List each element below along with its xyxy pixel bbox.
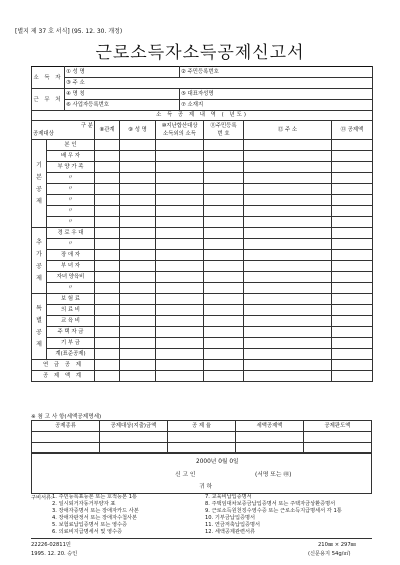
- deduction-table: [31, 110, 373, 382]
- table-cell[interactable]: [95, 349, 120, 360]
- table-cell[interactable]: [332, 228, 373, 239]
- table-cell[interactable]: [244, 239, 332, 250]
- basic-row-label: 부 양 가 족: [47, 162, 95, 173]
- income-header-line1: ⑩지난합산대상: [161, 123, 198, 129]
- table-cell[interactable]: [244, 195, 332, 206]
- table-cell[interactable]: [120, 371, 156, 382]
- table-cell[interactable]: [332, 162, 373, 173]
- table-row[interactable]: [32, 140, 373, 151]
- additional-row-label: 경 로 우 대: [47, 228, 95, 239]
- table-cell[interactable]: [95, 272, 120, 283]
- table-cell[interactable]: [120, 162, 156, 173]
- table-cell[interactable]: [95, 140, 120, 151]
- additional-row-label: 부 녀 자: [47, 261, 95, 272]
- table-cell[interactable]: [156, 151, 204, 162]
- table-cell[interactable]: [332, 217, 373, 228]
- table-cell[interactable]: [32, 432, 100, 443]
- table-cell[interactable]: [120, 272, 156, 283]
- page-title: 근로소득자소득공제신고서: [95, 43, 305, 63]
- table-cell[interactable]: [332, 184, 373, 195]
- table-cell[interactable]: [156, 272, 204, 283]
- table-cell[interactable]: [95, 360, 120, 371]
- table-cell[interactable]: [204, 316, 244, 327]
- table-cell[interactable]: [95, 184, 120, 195]
- table-row[interactable]: [32, 327, 373, 338]
- table-cell[interactable]: [244, 184, 332, 195]
- document-item: 2. 일시퇴거자동거부양자 표: [52, 501, 116, 507]
- additional-side-label: 추 가 공 제: [32, 228, 47, 294]
- table-cell[interactable]: [244, 371, 332, 382]
- table-cell[interactable]: [244, 316, 332, 327]
- table-cell[interactable]: [95, 151, 120, 162]
- footer-size: 210㎜ × 297㎜: [318, 542, 356, 548]
- table-cell[interactable]: [120, 316, 156, 327]
- document-item: 5. 보험료납입증명서 또는 영수증: [52, 522, 128, 528]
- table-cell[interactable]: [332, 338, 373, 349]
- table-cell[interactable]: [95, 283, 120, 294]
- income-header-line2: 소득외의 소득: [163, 131, 196, 137]
- resident-header-line2: 번 호: [217, 131, 230, 137]
- table-cell[interactable]: [156, 294, 204, 305]
- documents-right-list: [205, 494, 342, 536]
- table-cell[interactable]: [95, 338, 120, 349]
- amount-header: ⑬ 공제액: [332, 121, 373, 140]
- table-cell[interactable]: [156, 184, 204, 195]
- footer-approved: 1995. 12. 20. 승인: [31, 551, 78, 557]
- table-cell[interactable]: [156, 162, 204, 173]
- table-cell[interactable]: [332, 349, 373, 360]
- table-row[interactable]: [32, 272, 373, 283]
- document-item: 10. 기부금납입증명서: [205, 515, 255, 521]
- table-row[interactable]: [32, 151, 373, 162]
- table-row[interactable]: [32, 349, 373, 360]
- table-row[interactable]: [32, 338, 373, 349]
- table-row[interactable]: [32, 316, 373, 327]
- table-cell[interactable]: [244, 294, 332, 305]
- location-field[interactable]: ⑦ 소재지: [180, 100, 373, 111]
- special-row-label: 기 부 금: [47, 338, 95, 349]
- resident-header-line1: ⑪주민등록: [210, 123, 237, 129]
- table-cell[interactable]: [120, 151, 156, 162]
- table-cell[interactable]: [95, 217, 120, 228]
- table-cell[interactable]: [244, 228, 332, 239]
- attachment-column-header: 공 제 율: [168, 421, 236, 432]
- table-cell[interactable]: [120, 195, 156, 206]
- table-cell[interactable]: [204, 228, 244, 239]
- table-cell[interactable]: [332, 272, 373, 283]
- relation-header: ⑧관계: [95, 121, 120, 140]
- deduction-body: [32, 140, 373, 382]
- table-cell[interactable]: [244, 283, 332, 294]
- attachment-table: [31, 420, 372, 454]
- division-header: [32, 121, 95, 140]
- basic-side-label: 기 본 공 제: [32, 140, 47, 228]
- table-cell[interactable]: [204, 294, 244, 305]
- table-cell[interactable]: [204, 305, 244, 316]
- table-cell[interactable]: [244, 338, 332, 349]
- document-item: 1. 주민등록표등본 또는 호적등본 1통: [52, 494, 138, 500]
- table-cell[interactable]: [120, 338, 156, 349]
- additional-row-label: 자녀 양육비: [47, 272, 95, 283]
- deduction-detail-title: 소 득 공 제 내 역 ( 년도): [32, 111, 373, 121]
- table-cell[interactable]: [204, 371, 244, 382]
- table-cell[interactable]: [332, 305, 373, 316]
- division-label: 구 분: [80, 123, 93, 129]
- footer-paper: (신문용지 54g/㎡): [308, 551, 351, 557]
- table-cell[interactable]: [332, 206, 373, 217]
- table-cell[interactable]: [95, 195, 120, 206]
- attachment-column-header: 공제대상(지출)금액: [100, 421, 168, 432]
- total-row-label: 공 제 액 계: [32, 371, 95, 382]
- table-cell[interactable]: [120, 228, 156, 239]
- table-cell[interactable]: [156, 338, 204, 349]
- document-item: 6. 의료비지급명세서 및 영수증: [52, 529, 123, 535]
- table-row[interactable]: [32, 173, 373, 184]
- table-cell[interactable]: [120, 140, 156, 151]
- attachment-column-header: 세액공제액: [236, 421, 304, 432]
- table-row[interactable]: [32, 206, 373, 217]
- form-number: [별지 제 37 호 서식] (95. 12. 30. 개정): [15, 28, 123, 35]
- table-row[interactable]: [32, 283, 373, 294]
- table-cell[interactable]: [120, 349, 156, 360]
- table-cell[interactable]: [156, 305, 204, 316]
- table-cell[interactable]: [304, 432, 372, 443]
- attachment-header-row: [32, 421, 372, 432]
- table-cell[interactable]: [332, 250, 373, 261]
- table-cell[interactable]: [244, 327, 332, 338]
- attachment-column-header: 공제종류: [32, 421, 100, 432]
- table-cell[interactable]: [204, 162, 244, 173]
- table-cell[interactable]: [156, 316, 204, 327]
- resident-header: [204, 121, 244, 140]
- table-cell[interactable]: [204, 184, 244, 195]
- table-cell[interactable]: [204, 338, 244, 349]
- address-header: ⑫ 주 소: [244, 121, 332, 140]
- table-cell[interactable]: [332, 371, 373, 382]
- table-cell[interactable]: [204, 173, 244, 184]
- table-cell[interactable]: [95, 305, 120, 316]
- table-row[interactable]: [32, 239, 373, 250]
- additional-row-label: 〃: [47, 283, 95, 294]
- table-cell[interactable]: [244, 173, 332, 184]
- table-cell[interactable]: [156, 327, 204, 338]
- table-cell[interactable]: [244, 140, 332, 151]
- table-cell[interactable]: [204, 239, 244, 250]
- table-cell[interactable]: [95, 162, 120, 173]
- table-row[interactable]: [32, 371, 373, 382]
- table-cell[interactable]: [156, 217, 204, 228]
- address-field[interactable]: ③ 주 소: [65, 78, 373, 89]
- table-cell[interactable]: [204, 349, 244, 360]
- table-row[interactable]: [32, 261, 373, 272]
- table-cell[interactable]: [244, 305, 332, 316]
- table-cell[interactable]: [156, 371, 204, 382]
- table-cell[interactable]: [120, 283, 156, 294]
- table-cell[interactable]: [244, 151, 332, 162]
- document-item: 9. 근로소득원천징수영수증 또는 근로소득지급명세서 각 1통: [205, 508, 342, 514]
- table-cell[interactable]: [244, 217, 332, 228]
- table-cell[interactable]: [95, 206, 120, 217]
- resident-no-label: ② 주민등록번호: [181, 69, 219, 75]
- attachment-title: ※ 첨 고 사 항(세액공제명세): [31, 414, 102, 420]
- table-cell[interactable]: [95, 371, 120, 382]
- table-cell[interactable]: [156, 173, 204, 184]
- footer-code: 22226-02811민: [31, 542, 71, 548]
- table-cell[interactable]: [204, 206, 244, 217]
- company-field[interactable]: ④ 명 칭: [65, 89, 180, 100]
- table-cell[interactable]: [168, 432, 236, 443]
- document-item: 12. 세액공제관련서류: [205, 529, 255, 535]
- representative-field[interactable]: ⑤ 대표자성명: [180, 89, 373, 100]
- table-cell[interactable]: [95, 239, 120, 250]
- basic-row-label: 본 인: [47, 140, 95, 151]
- table-cell[interactable]: [120, 239, 156, 250]
- table-cell[interactable]: [332, 294, 373, 305]
- table-cell[interactable]: [120, 217, 156, 228]
- table-cell[interactable]: [120, 261, 156, 272]
- table-row[interactable]: [32, 250, 373, 261]
- sign-label[interactable]: (서명 또는 ㊞): [255, 472, 292, 478]
- table-cell[interactable]: [204, 140, 244, 151]
- table-row[interactable]: [32, 184, 373, 195]
- attachment-column-header: 공제판도액: [304, 421, 372, 432]
- basic-row-label: 〃: [47, 184, 95, 195]
- table-cell[interactable]: [95, 173, 120, 184]
- table-cell[interactable]: [156, 360, 204, 371]
- table-cell[interactable]: [95, 250, 120, 261]
- employer-label: 근 무 처: [32, 89, 65, 111]
- table-cell[interactable]: [120, 305, 156, 316]
- table-cell[interactable]: [156, 206, 204, 217]
- special-row-label: 교 육 비: [47, 316, 95, 327]
- total-row-label: 연 금 공 제: [32, 360, 95, 371]
- table-cell[interactable]: [244, 250, 332, 261]
- table-cell[interactable]: [332, 261, 373, 272]
- income-header: [156, 121, 204, 140]
- table-cell[interactable]: [120, 250, 156, 261]
- table-cell[interactable]: [244, 261, 332, 272]
- table-cell[interactable]: [236, 432, 304, 443]
- table-cell[interactable]: [156, 239, 204, 250]
- table-cell[interactable]: [120, 360, 156, 371]
- basic-row-label: 배 우 자: [47, 151, 95, 162]
- table-cell[interactable]: [156, 228, 204, 239]
- table-row[interactable]: [32, 360, 373, 371]
- declarant-label: 신 고 인: [175, 472, 196, 478]
- table-cell[interactable]: [95, 228, 120, 239]
- table-cell[interactable]: [204, 327, 244, 338]
- table-row[interactable]: [32, 305, 373, 316]
- table-cell[interactable]: [244, 360, 332, 371]
- footer-divider: [31, 538, 372, 539]
- table-cell[interactable]: [100, 432, 168, 443]
- signature-date: 2000년 0월 0일: [196, 459, 239, 465]
- table-row[interactable]: [32, 217, 373, 228]
- table-cell[interactable]: [95, 327, 120, 338]
- business-no-field[interactable]: ⑥ 사업자등록번호: [65, 100, 180, 111]
- recipient-label: 귀 하: [199, 484, 213, 490]
- table-cell[interactable]: [120, 206, 156, 217]
- earner-label: 소 득 자: [32, 67, 65, 89]
- resident-no-field[interactable]: [180, 67, 373, 78]
- table-cell[interactable]: [204, 250, 244, 261]
- table-row[interactable]: [32, 294, 373, 305]
- special-row-label: 주 택 자 금: [47, 327, 95, 338]
- table-cell[interactable]: [332, 360, 373, 371]
- special-row-label: 보 험 료: [47, 294, 95, 305]
- table-cell[interactable]: [156, 140, 204, 151]
- table-row[interactable]: [32, 195, 373, 206]
- special-side-label: 특 별 공 제: [32, 294, 47, 360]
- table-cell[interactable]: [204, 195, 244, 206]
- table-cell[interactable]: [332, 283, 373, 294]
- documents-left-list: [52, 494, 139, 536]
- basic-row-label: 〃: [47, 195, 95, 206]
- name-field[interactable]: ① 성 명: [65, 67, 180, 78]
- basic-row-label: 〃: [47, 206, 95, 217]
- special-row-label: 의 료 비: [47, 305, 95, 316]
- table-cell[interactable]: [332, 173, 373, 184]
- document-item: 4. 장애자판정서 또는 장애자수첩사본: [52, 515, 138, 521]
- document-item: 11. 연금저축납입증명서: [205, 522, 260, 528]
- table-cell[interactable]: [204, 272, 244, 283]
- name-header: ⑨ 성 명: [120, 121, 156, 140]
- table-cell[interactable]: [204, 151, 244, 162]
- special-row-label: 계(표준공제): [47, 349, 95, 360]
- document-item: 7. 교육비납입증명서: [205, 494, 252, 500]
- table-cell[interactable]: [95, 261, 120, 272]
- table-cell[interactable]: [332, 195, 373, 206]
- table-cell[interactable]: [120, 327, 156, 338]
- basic-row-label: 〃: [47, 217, 95, 228]
- table-cell[interactable]: [120, 184, 156, 195]
- table-cell[interactable]: [156, 250, 204, 261]
- table-cell[interactable]: [95, 294, 120, 305]
- table-row[interactable]: [32, 432, 372, 443]
- table-row[interactable]: [32, 228, 373, 239]
- table-cell[interactable]: [95, 316, 120, 327]
- table-cell[interactable]: [156, 349, 204, 360]
- info-table: [31, 66, 373, 111]
- table-cell[interactable]: [204, 283, 244, 294]
- table-row[interactable]: [32, 162, 373, 173]
- table-cell[interactable]: [204, 261, 244, 272]
- table-cell[interactable]: [156, 261, 204, 272]
- table-cell[interactable]: [120, 294, 156, 305]
- additional-row-label: 장 애 자: [47, 250, 95, 261]
- document-item: 8. 주택임대차보증금납입증명서 또는 주택자금상환증명서: [205, 501, 336, 507]
- table-cell[interactable]: [332, 327, 373, 338]
- table-cell[interactable]: [332, 239, 373, 250]
- table-cell[interactable]: [244, 162, 332, 173]
- target-label: 공제대상: [33, 131, 54, 137]
- documents-label: 구비서류:: [31, 495, 53, 501]
- document-item: 3. 장애자증명서 또는 장애자카드 사본: [52, 508, 139, 514]
- table-cell[interactable]: [120, 173, 156, 184]
- table-cell[interactable]: [332, 140, 373, 151]
- table-cell[interactable]: [332, 316, 373, 327]
- table-cell[interactable]: [244, 272, 332, 283]
- table-cell[interactable]: [244, 206, 332, 217]
- basic-row-label: 〃: [47, 173, 95, 184]
- table-cell[interactable]: [332, 151, 373, 162]
- table-cell[interactable]: [204, 217, 244, 228]
- table-cell[interactable]: [156, 283, 204, 294]
- table-cell[interactable]: [204, 360, 244, 371]
- table-cell[interactable]: [156, 195, 204, 206]
- table-cell[interactable]: [244, 349, 332, 360]
- additional-row-label: 〃: [47, 239, 95, 250]
